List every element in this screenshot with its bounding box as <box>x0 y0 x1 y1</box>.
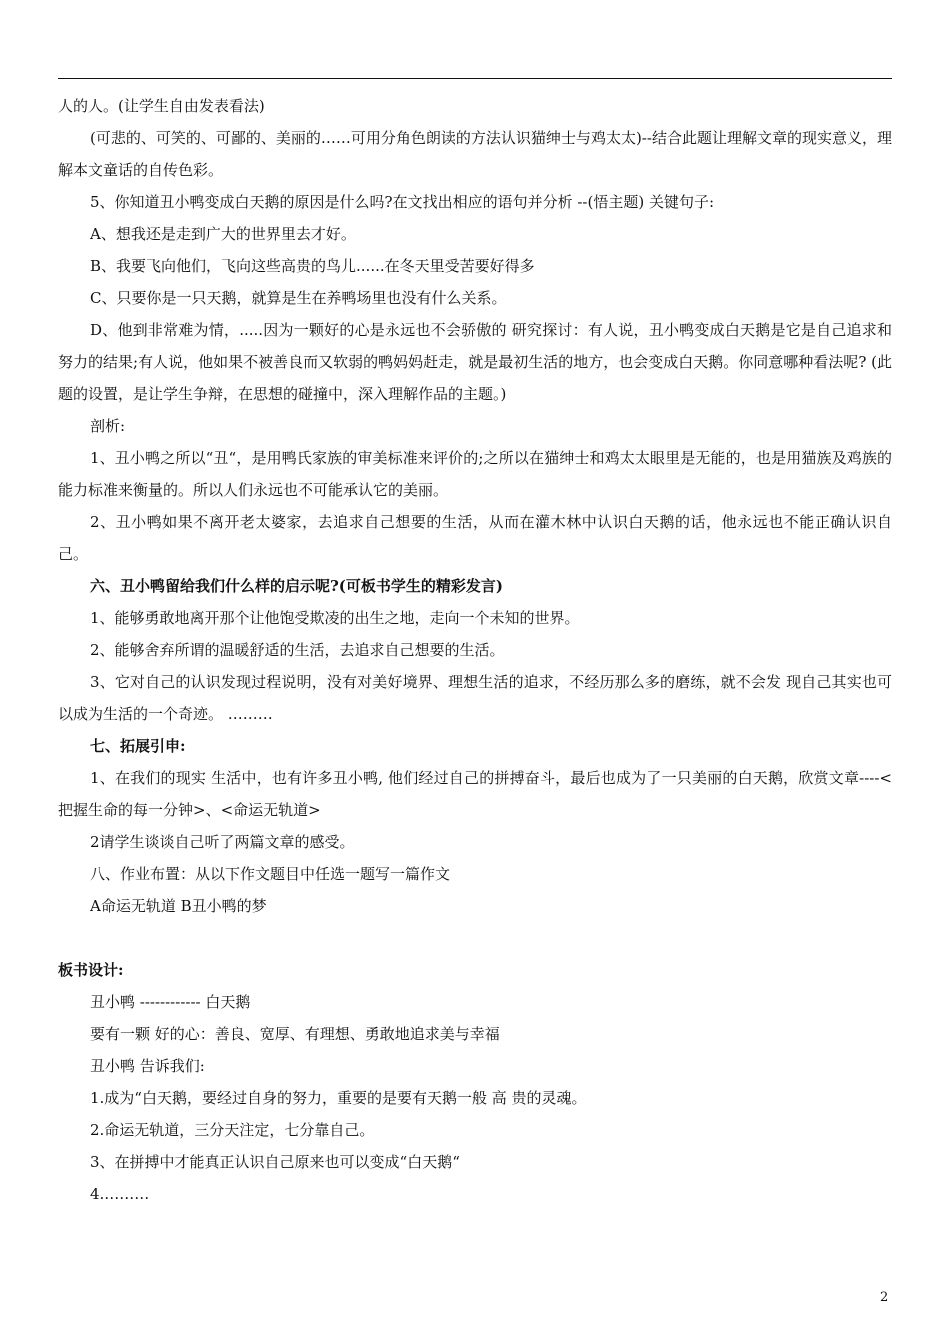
paragraph-p10: 2、丑小鸭如果不离开老太婆家，去追求自己想要的生活，从而在灌木林中认识白天鹅的话，他永远也不能正确认识自己。 <box>58 513 892 563</box>
paragraph-p7: D、他到非常难为情，.....因为一颗好的心是永远也不会骄傲的 研究探讨：有人说，丑小鸭变成白天鹅是它是自己追求和努力的结果;有人说，他如果不被善良而又软弱的鸭妈妈赶走，就是最初生活的地方，也会变成白天鹅。你同意哪种看法呢? (此题的设置，是让学生争辩，在思想的碰撞中，深入理解作品的主题。) <box>58 321 892 403</box>
paragraph-p25: 2.命运无轨道，三分天注定，七分靠自己。 <box>90 1121 375 1139</box>
paragraph-p18: 八、作业布置：从以下作文题目中任选一题写一篇作文 <box>90 865 451 883</box>
paragraph-p27: 4.……… <box>90 1185 150 1203</box>
document-body <box>58 90 892 1210</box>
header-rule <box>58 78 892 79</box>
paragraph-p20: 板书设计: <box>58 961 124 979</box>
paragraph-p2: (可悲的、可笑的、可鄙的、美丽的……可用分角色朗读的方法认识猫绅士与鸡太太)--结合此题让理解文章的现实意义，理解本文童话的自传色彩。 <box>58 129 892 179</box>
paragraph-p26: 3、在拼搏中才能真正认识自己原来也可以变成“白天鹅“ <box>90 1153 460 1171</box>
paragraph-p16: 1、在我们的现实 生活中，也有许多丑小鸭, 他们经过自己的拼搏奋斗，最后也成为了一只美丽的白天鹅，欣赏文章----<把握生命的每一分钟>、<命运无轨道> <box>58 769 892 819</box>
paragraph-p3: 5、你知道丑小鸭变成白天鹅的原因是什么吗?在文找出相应的语句并分析 --(悟主题) 关键句子: <box>90 193 715 211</box>
paragraph-p5: B、我要飞向他们，飞向这些高贵的鸟儿......在冬天里受苦要好得多 <box>90 257 535 275</box>
paragraph-p1: 人的人。(让学生自由发表看法) <box>58 97 265 115</box>
paragraph-p11: 六、丑小鸭留给我们什么样的启示呢?(可板书学生的精彩发言) <box>90 577 503 595</box>
paragraph-gap <box>58 922 892 954</box>
paragraph-p9: 1、丑小鸭之所以“丑“，是用鸭氏家族的审美标准来评价的;之所以在猫绅士和鸡太太眼里是无能的，也是用猫族及鸡族的能力标准来衡量的。所以人们永远也不可能承认它的美丽。 <box>58 449 892 499</box>
paragraph-p4: A、想我还是走到广大的世界里去才好。 <box>90 225 356 243</box>
paragraph-p15: 七、拓展引申: <box>90 737 186 755</box>
paragraph-p17: 2请学生谈谈自己听了两篇文章的感受。 <box>90 833 355 851</box>
page-number: 2 <box>880 1290 889 1305</box>
paragraph-p14: 3、它对自己的认识发现过程说明，没有对美好境界、理想生活的追求，不经历那么多的磨练，就不会发 现自己其实也可以成为生活的一个奇迹。 ……… <box>58 673 892 723</box>
paragraph-p21: 丑小鸭 ------------ 白天鹅 <box>90 993 251 1011</box>
paragraph-p24: 1.成为“白天鹅，要经过自身的努力，重要的是要有天鹅一般 高 贵的灵魂。 <box>90 1089 587 1107</box>
paragraph-p6: C、只要你是一只天鹅，就算是生在养鸭场里也没有什么关系。 <box>90 289 507 307</box>
paragraph-p19: A命运无轨道 B丑小鸭的梦 <box>90 897 267 915</box>
paragraph-p13: 2、能够舍弃所谓的温暖舒适的生活，去追求自己想要的生活。 <box>90 641 505 659</box>
paragraph-p22: 要有一颗 好的心：善良、宽厚、有理想、勇敢地追求美与幸福 <box>90 1025 500 1043</box>
paragraph-p12: 1、能够勇敢地离开那个让他饱受欺凌的出生之地，走向一个未知的世界。 <box>90 609 580 627</box>
paragraph-p8: 剖析: <box>90 417 126 435</box>
paragraph-p23: 丑小鸭 告诉我们: <box>90 1057 205 1075</box>
